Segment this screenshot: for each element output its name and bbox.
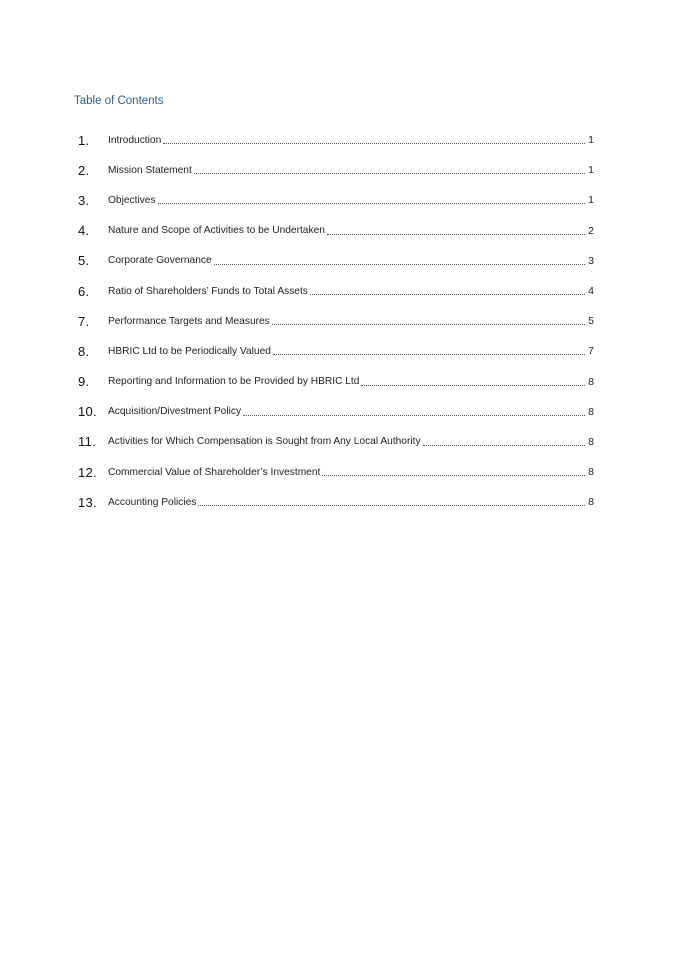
toc-entry-title: HBRIC Ltd to be Periodically Valued <box>108 345 271 357</box>
toc-entry-number: 12. <box>78 464 97 480</box>
toc-entry-page: 7 <box>588 345 594 358</box>
toc-entry[interactable] <box>78 216 596 246</box>
toc-entry-page: 1 <box>588 134 594 147</box>
toc-entry-number: 11. <box>78 434 97 450</box>
toc-entry-title: Accounting Policies <box>108 496 197 508</box>
toc-dot-leader <box>423 444 586 446</box>
toc-entry[interactable] <box>78 155 596 185</box>
toc-entry-title: Ratio of Shareholders’ Funds to Total Assets <box>108 285 308 297</box>
toc-entry-title: Activities for Which Compensation is Sought from Any Local Authority <box>108 436 421 448</box>
toc-entry[interactable] <box>78 306 596 336</box>
toc-dot-leader <box>194 172 585 174</box>
toc-dot-leader <box>361 384 585 386</box>
toc-entry-page: 5 <box>588 315 594 328</box>
toc-entry-title: Nature and Scope of Activities to be Undertaken <box>108 225 325 237</box>
toc-entry-number: 1. <box>78 132 90 148</box>
toc-entry-title: Corporate Governance <box>108 255 212 267</box>
toc-entry-page: 1 <box>588 164 594 177</box>
toc-entry-number: 5. <box>78 253 90 269</box>
toc-entry-number: 9. <box>78 374 90 390</box>
toc-entry-title: Mission Statement <box>108 164 192 176</box>
toc-dot-leader <box>273 353 585 355</box>
toc-entry-title: Reporting and Information to be Provided by HBRIC Ltd <box>108 376 360 388</box>
toc-entry-title: Commercial Value of Shareholder’s Investment <box>108 466 321 478</box>
toc-entry-page: 8 <box>588 375 594 388</box>
toc-entry-number: 8. <box>78 343 90 359</box>
toc-entry[interactable] <box>78 125 596 155</box>
toc-entry[interactable] <box>78 276 596 306</box>
toc-dot-leader <box>163 142 585 144</box>
toc-entry[interactable] <box>78 246 596 276</box>
toc-dot-leader <box>272 323 585 325</box>
toc-entry-page: 8 <box>588 466 594 479</box>
toc-entry-page: 2 <box>588 224 594 237</box>
toc-entry[interactable] <box>78 487 596 517</box>
toc-dot-leader <box>214 263 586 265</box>
toc-entry-number: 6. <box>78 283 90 299</box>
toc-entry[interactable] <box>78 427 596 457</box>
toc-entry[interactable] <box>78 367 596 397</box>
toc-entry-page: 8 <box>588 405 594 418</box>
toc-dot-leader <box>322 474 585 476</box>
toc-entry-page: 3 <box>588 254 594 267</box>
toc-dot-leader <box>310 293 585 295</box>
toc-entry-page: 1 <box>588 194 594 207</box>
toc-entry-number: 13. <box>78 494 97 510</box>
toc-entry-number: 3. <box>78 192 90 208</box>
toc-entry-page: 4 <box>588 285 594 298</box>
toc-entry-title: Acquisition/Divestment Policy <box>108 406 242 418</box>
toc-entry[interactable] <box>78 336 596 366</box>
toc-dot-leader <box>327 233 585 235</box>
toc-entry-page: 8 <box>588 496 594 509</box>
toc-entry-page: 8 <box>588 435 594 448</box>
toc-dot-leader <box>243 414 585 416</box>
toc-entry-title: Introduction <box>108 134 162 146</box>
toc-entry-number: 10. <box>78 404 97 420</box>
toc-entry[interactable] <box>78 397 596 427</box>
toc-entry[interactable] <box>78 185 596 215</box>
toc-entry-title: Objectives <box>108 194 156 206</box>
toc-entry[interactable] <box>78 457 596 487</box>
toc-heading: Table of Contents <box>74 95 164 107</box>
toc-list <box>78 125 596 517</box>
toc-entry-number: 2. <box>78 162 90 178</box>
toc-entry-title: Performance Targets and Measures <box>108 315 270 327</box>
toc-entry-number: 7. <box>78 313 90 329</box>
toc-dot-leader <box>198 504 585 506</box>
toc-entry-number: 4. <box>78 223 90 239</box>
toc-dot-leader <box>158 202 586 204</box>
